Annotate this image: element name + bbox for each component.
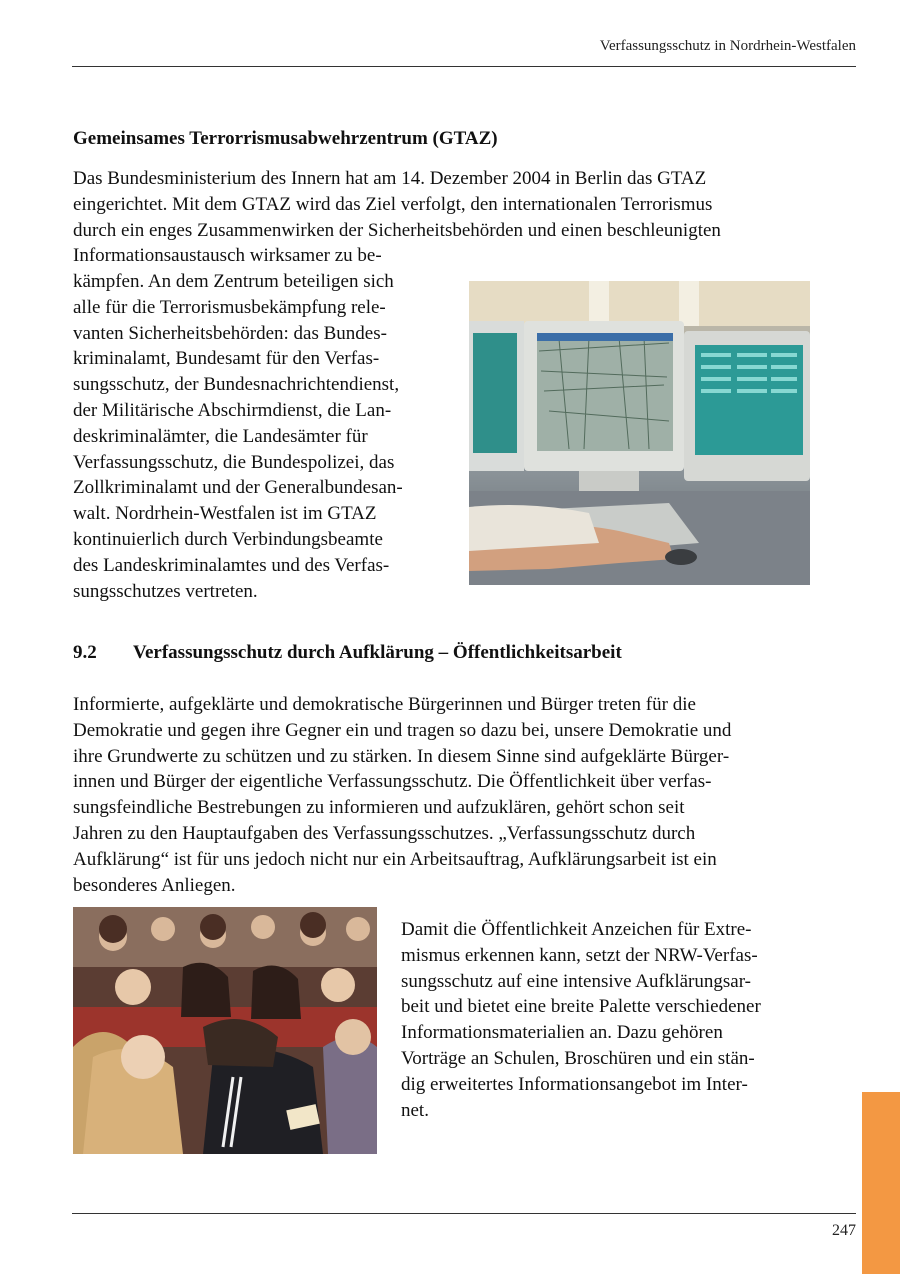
- section-heading-9-2: [73, 640, 622, 666]
- text-line: mismus erkennen kann, setzt der NRW-Verfas-: [401, 944, 758, 966]
- text-line: beit und bietet eine breite Palette verschiedener: [401, 996, 761, 1018]
- text-line: besonderes Anliegen.: [73, 874, 236, 896]
- text-line: net.: [401, 1099, 429, 1121]
- computer-monitors-photo: [469, 281, 810, 585]
- text-line: ihre Grundwerte zu schützen und zu stärken. In diesem Sinne sind aufgeklärte Bürger-: [73, 745, 730, 767]
- text-line: Damit die Öffentlichkeit Anzeichen für Extre-: [401, 919, 752, 940]
- text-line: Informationsmaterialien an. Dazu gehören: [401, 1022, 723, 1044]
- gtaz-paragraph-full-width: [73, 166, 721, 269]
- chapter-tab-marker: [862, 1092, 900, 1274]
- text-line: dig erweitertes Informationsangebot im Inter-: [401, 1073, 748, 1095]
- text-line: Aufklärung“ ist für uns jedoch nicht nur ein Arbeitsauftrag, Aufklärungsarbeit ist ein: [73, 848, 717, 870]
- text-line: sungsfeindliche Bestrebungen zu informieren und aufzuklären, gehört schon seit: [73, 797, 685, 819]
- text-line: deskriminalämter, die Landesämter für: [73, 425, 368, 447]
- text-line: sungsschutz, der Bundesnachrichtendienst,: [73, 374, 400, 396]
- text-line: Verfassungsschutz, die Bundespolizei, das: [73, 451, 395, 473]
- text-line: sungsschutz auf eine intensive Aufklärungsar-: [401, 970, 751, 992]
- text-line: sungsschutzes vertreten.: [73, 580, 258, 602]
- section-9-2-paragraph-2: [401, 917, 761, 1123]
- text-line: Zollkriminalamt und der Generalbundesan-: [73, 477, 403, 499]
- section-title: Verfassungsschutz durch Aufklärung – Öffentlichkeitsarbeit: [133, 642, 622, 663]
- text-line: kriminalamt, Bundesamt für den Verfas-: [73, 348, 380, 370]
- text-line: alle für die Terrorismusbekämpfung rele-: [73, 296, 386, 318]
- text-line: Demokratie und gegen ihre Gegner ein und tragen so dazu bei, unsere Demokratie und: [73, 719, 732, 741]
- text-line: innen und Bürger der eigentliche Verfassungsschutz. Die Öffentlichkeit über verfas-: [73, 771, 712, 793]
- text-line: walt. Nordrhein-Westfalen ist im GTAZ: [73, 503, 377, 525]
- running-header-title: Verfassungsschutz in Nordrhein-Westfalen: [599, 38, 856, 54]
- header-rule: [72, 66, 856, 67]
- gtaz-paragraph-wrapped: [73, 269, 403, 604]
- text-line: kämpfen. An dem Zentrum beteiligen sich: [73, 271, 394, 292]
- section-9-2-paragraph-1: [73, 692, 731, 898]
- text-line: Jahren zu den Hauptaufgaben des Verfassungsschutzes. „Verfassungsschutz durch: [73, 822, 696, 844]
- text-line: vanten Sicherheitsbehörden: das Bundes-: [73, 322, 387, 344]
- text-line: eingerichtet. Mit dem GTAZ wird das Ziel verfolgt, den internationalen Terrorismus: [73, 193, 713, 215]
- text-line: kontinuierlich durch Verbindungsbeamte: [73, 528, 383, 550]
- text-line: des Landeskriminalamtes und des Verfas-: [73, 554, 390, 576]
- section-number: 9.2: [73, 642, 97, 663]
- text-line: Das Bundesministerium des Innern hat am 14. Dezember 2004 in Berlin das GTAZ: [73, 168, 707, 189]
- text-line: durch ein enges Zusammenwirken der Sicherheitsbehörden und einen beschleunigten: [73, 219, 721, 241]
- page-number: 247: [832, 1222, 856, 1239]
- text-line: Informationsaustausch wirksamer zu be-: [73, 245, 382, 267]
- footer-rule: [72, 1213, 856, 1214]
- text-line: Vorträge an Schulen, Broschüren und ein stän-: [401, 1047, 755, 1069]
- text-line: der Militärische Abschirmdienst, die Lan-: [73, 399, 392, 421]
- gtaz-heading: Gemeinsames Terrorrismusabwehrzentrum (GTAZ): [73, 128, 498, 149]
- text-line: Informierte, aufgeklärte und demokratische Bürgerinnen und Bürger treten für die: [73, 694, 696, 715]
- audience-photo: [73, 907, 377, 1154]
